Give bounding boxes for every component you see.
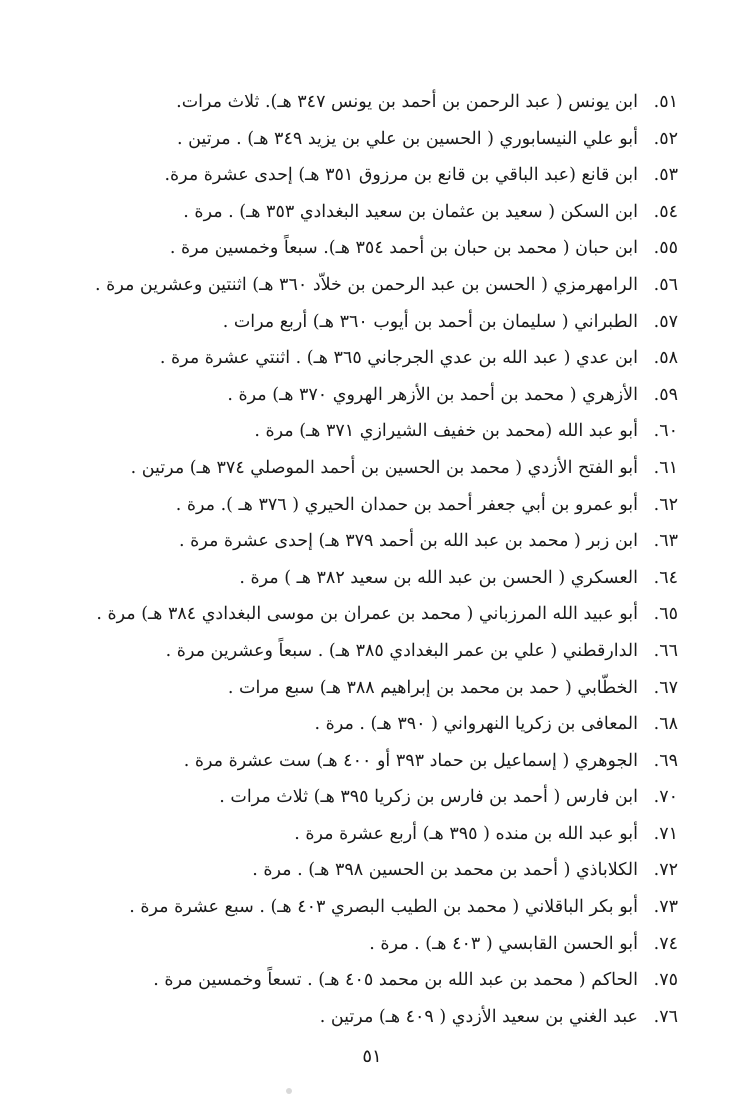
entry-number: ٦٠. (653, 421, 678, 442)
entry-number: ٥٧. (653, 311, 678, 332)
list-item (58, 413, 678, 450)
entry-number: ٦٣. (653, 531, 678, 552)
list-item (58, 779, 678, 816)
list-item (58, 633, 678, 670)
entry-text: أبو بكر الباقلاني ( محمد بن الطيب البصري ٤٠٣ هـ) . سبع عشرة مرة . (129, 897, 638, 918)
list-item (58, 487, 678, 524)
entry-number: ٦٩. (653, 750, 678, 771)
list-item (58, 304, 678, 341)
entry-text: الدارقطني ( علي بن عمر البغدادي ٣٨٥ هـ) . سبعاً وعشرين مرة . (165, 640, 638, 661)
entry-number: ٧٠. (653, 787, 678, 808)
entry-text: أبو الفتح الأزدي ( محمد بن الحسين بن أحمد الموصلي ٣٧٤ هـ) مرتين . (130, 457, 638, 478)
entry-text: ابن فارس ( أحمد بن فارس بن زكريا ٣٩٥ هـ) ثلاث مرات . (219, 787, 638, 808)
list-item (58, 340, 678, 377)
entry-number: ٧١. (653, 823, 678, 844)
list-item (58, 560, 678, 597)
entry-number: ٦٢. (653, 494, 678, 515)
entry-text: عبد الغني بن سعيد الأزدي ( ٤٠٩ هـ) مرتين . (319, 1006, 638, 1027)
entry-text: الحاكم ( محمد بن عبد الله بن محمد ٤٠٥ هـ) . تسعاً وخمسين مرة . (153, 970, 638, 991)
entry-number: ٦٦. (653, 640, 678, 661)
entry-number: ٦٥. (653, 604, 678, 625)
entry-text: أبو علي النيسابوري ( الحسين بن علي بن يزيد ٣٤٩ هـ) . مرتين . (176, 128, 638, 149)
list-item (58, 889, 678, 926)
entry-number: ٧٦. (653, 1006, 678, 1027)
entry-number: ٥٦. (653, 274, 678, 295)
entry-number: ٦٨. (653, 714, 678, 735)
entry-number: ٥٥. (653, 238, 678, 259)
entry-text: ابن السكن ( سعيد بن عثمان بن سعيد البغدادي ٣٥٣ هـ) . مرة . (183, 201, 638, 222)
entry-number: ٥٢. (653, 128, 678, 149)
list-item (58, 670, 678, 707)
list-item (58, 84, 678, 121)
page-number: ٥١ (362, 1046, 382, 1067)
entry-text: الكلاباذي ( أحمد بن محمد بن الحسين ٣٩٨ هـ) . مرة . (252, 860, 638, 881)
entry-text: ابن عدي ( عبد الله بن عدي الجرجاني ٣٦٥ هـ) . اثنتي عشرة مرة . (159, 348, 638, 369)
entry-text: أبو الحسن القابسي ( ٤٠٣ هـ) . مرة . (369, 933, 638, 954)
entry-text: أبو عبيد الله المرزباني ( محمد بن عمران بن موسى البغدادي ٣٨٤ هـ) مرة . (96, 604, 638, 625)
list-item (58, 230, 678, 267)
list-item (58, 596, 678, 633)
entry-number: ٥٨. (653, 348, 678, 369)
entry-number: ٦٧. (653, 677, 678, 698)
list-item (58, 816, 678, 853)
entry-text: العسكري ( الحسن بن عبد الله بن سعيد ٣٨٢ هـ ) مرة . (239, 567, 638, 588)
entry-text: الخطّابي ( حمد بن محمد بن إبراهيم ٣٨٨ هـ) سبع مرات . (227, 677, 638, 698)
entry-text: ابن يونس ( عبد الرحمن بن أحمد بن يونس ٣٤٧ هـ). ثلاث مرات. (176, 92, 638, 112)
entry-text: المعافى بن زكريا النهرواني ( ٣٩٠ هـ) . مرة . (314, 714, 638, 735)
entry-number: ٥٤. (653, 201, 678, 222)
entry-text: ابن زبر ( محمد بن عبد الله بن أحمد ٣٧٩ هـ) إحدى عشرة مرة . (179, 531, 638, 552)
entry-number: ٥٩. (653, 384, 678, 405)
scan-speck (286, 1088, 292, 1094)
list-item (58, 194, 678, 231)
entry-list (58, 84, 678, 1035)
entry-number: ٦١. (653, 457, 678, 478)
entry-number: ٥٣. (653, 165, 678, 186)
list-item (58, 926, 678, 963)
list-item (58, 377, 678, 414)
entry-number: ٧٢. (653, 860, 678, 881)
entry-number: ٧٤. (653, 933, 678, 954)
list-item (58, 706, 678, 743)
list-item (58, 267, 678, 304)
entry-number: ٧٣. (653, 897, 678, 918)
entry-text: الجوهري ( إسماعيل بن حماد ٣٩٣ أو ٤٠٠ هـ) ست عشرة مرة . (183, 750, 638, 771)
entry-text: أبو عمرو بن أبي جعفر أحمد بن حمدان الحيري ( ٣٧٦ هـ ). مرة . (175, 494, 638, 515)
entry-text: الرامهرمزي ( الحسن بن عبد الرحمن بن خلاّد ٣٦٠ هـ) اثنتين وعشرين مرة . (95, 274, 638, 295)
list-item (58, 121, 678, 158)
entry-text: الأزهري ( محمد بن أحمد بن الأزهر الهروي ٣٧٠ هـ) مرة . (227, 384, 638, 405)
list-item (58, 962, 678, 999)
list-item (58, 999, 678, 1036)
entry-text: أبو عبد الله (محمد بن خفيف الشيرازي ٣٧١ هـ) مرة . (254, 421, 638, 442)
list-item (58, 450, 678, 487)
list-item (58, 523, 678, 560)
entry-text: الطبراني ( سليمان بن أحمد بن أيوب ٣٦٠ هـ) أربع مرات . (222, 311, 638, 332)
entry-text: أبو عبد الله بن منده ( ٣٩٥ هـ) أربع عشرة مرة . (294, 823, 638, 844)
entry-number: ٥١. (653, 92, 678, 112)
entry-text: ابن قانع (عبد الباقي بن قانع بن مرزوق ٣٥١ هـ) إحدى عشرة مرة. (164, 165, 638, 186)
list-item (58, 743, 678, 780)
list-item (58, 157, 678, 194)
list-item (58, 852, 678, 889)
entry-text: ابن حبان ( محمد بن حبان بن أحمد ٣٥٤ هـ). سبعاً وخمسين مرة . (169, 238, 638, 259)
entry-number: ٧٥. (653, 970, 678, 991)
entry-number: ٦٤. (653, 567, 678, 588)
